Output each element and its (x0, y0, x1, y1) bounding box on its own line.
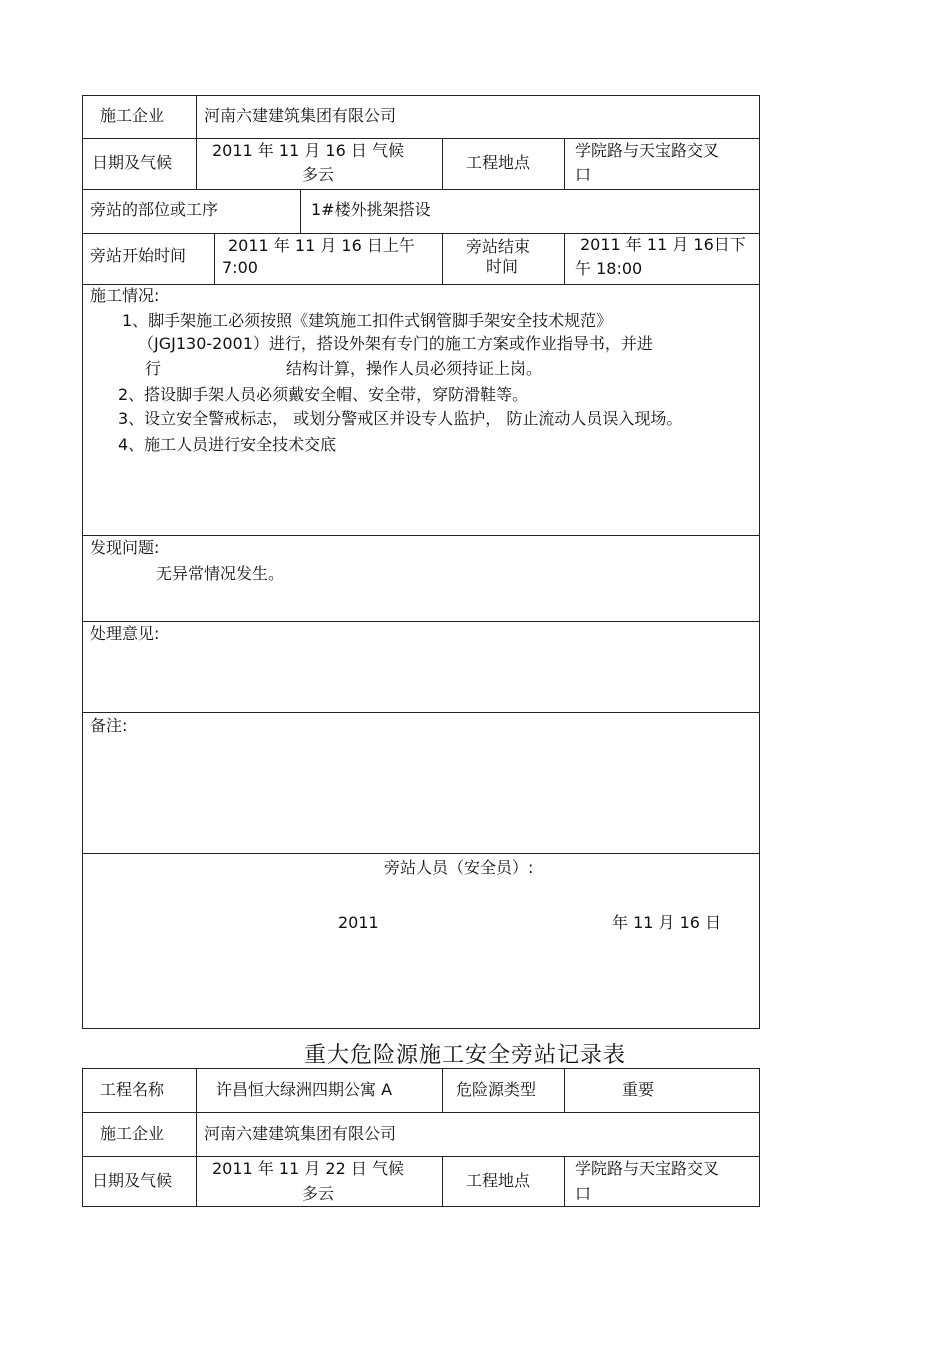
problems-label: 发现问题: (90, 538, 160, 557)
location-line2-2: 口 (575, 1184, 592, 1203)
date-weather-line2-2: 多云 (302, 1184, 335, 1203)
location-line1: 学院路与天宝路交叉 (575, 141, 720, 160)
row-divider (82, 535, 760, 536)
col-divider (196, 1068, 197, 1207)
row-divider (82, 1112, 760, 1113)
location-label: 工程地点 (466, 153, 531, 172)
col-divider (442, 1156, 443, 1207)
col-divider (300, 189, 301, 233)
construction-item: 3、设立安全警戒标志， 或划分警戒区并设专人监护， 防止流动人员误入现场。 (118, 409, 683, 428)
hazard-type-value: 重要 (622, 1080, 655, 1099)
company-value: 河南六建建筑集团有限公司 (204, 106, 397, 125)
start-time-label: 旁站开始时间 (90, 246, 187, 265)
station-part-label: 旁站的部位或工序 (90, 200, 219, 219)
project-name-value: 许昌恒大绿洲四期公寓 A (216, 1080, 393, 1099)
record-table-2 (82, 1068, 760, 1207)
location-line2: 口 (575, 165, 592, 184)
sign-date: 年 11 月 16 日 (612, 913, 722, 932)
col-divider (442, 138, 443, 189)
start-time-line2: 7:00 (222, 258, 258, 277)
problems-value: 无异常情况发生。 (156, 564, 285, 583)
col-divider (564, 138, 565, 189)
date-weather-line1: 2011 年 11 月 16 日 气候 (212, 141, 404, 160)
supervisor-label: 旁站人员（安全员）: (384, 858, 534, 877)
col-divider (564, 233, 565, 284)
location-line1-2: 学院路与天宝路交叉 (575, 1159, 720, 1178)
company-label: 施工企业 (100, 106, 165, 125)
construction-item: （JGJ130-2001）进行，搭设外架有专门的施工方案或作业指导书，并进 (138, 334, 653, 353)
company-label-2: 施工企业 (100, 1124, 165, 1143)
col-divider (564, 1156, 565, 1207)
location-label-2: 工程地点 (466, 1171, 531, 1190)
row-divider (82, 712, 760, 713)
project-name-label: 工程名称 (100, 1080, 165, 1099)
construction-label: 施工情况: (90, 286, 160, 305)
hazard-type-label: 危险源类型 (456, 1080, 537, 1099)
company-value-2: 河南六建建筑集团有限公司 (204, 1124, 397, 1143)
col-divider (196, 95, 197, 189)
row-divider (82, 284, 760, 285)
form-title: 重大危险源施工安全旁站记录表 (304, 1043, 627, 1068)
construction-item: 1、脚手架施工必须按照《建筑施工扣件式钢管脚手架安全技术规范》 (122, 311, 613, 330)
date-weather-label: 日期及气候 (92, 153, 173, 172)
row-divider (82, 853, 760, 854)
end-time-line1: 2011 年 11 月 16日下 (580, 235, 746, 254)
row-divider (82, 1156, 760, 1157)
row-divider (82, 621, 760, 622)
row-divider (82, 189, 760, 190)
sign-year: 2011 (338, 913, 379, 932)
col-divider (442, 233, 443, 284)
station-part-value: 1#楼外挑架搭设 (311, 200, 431, 219)
end-time-line2: 午 18:00 (575, 259, 643, 278)
construction-item: 结构计算，操作人员必须持证上岗。 (286, 359, 543, 378)
opinion-label: 处理意见: (90, 624, 160, 643)
row-divider (82, 138, 760, 139)
date-weather-line2: 多云 (302, 165, 335, 184)
construction-item: 4、施工人员进行安全技术交底 (118, 435, 337, 454)
col-divider (564, 1068, 565, 1112)
col-divider (214, 233, 215, 284)
end-time-label-line1: 旁站结束 (466, 237, 531, 256)
construction-item: 2、搭设脚手架人员必须戴安全帽、安全带，穿防滑鞋等。 (118, 385, 529, 404)
construction-item: 行 (145, 359, 162, 378)
start-time-line1: 2011 年 11 月 16 日上午 (228, 236, 415, 255)
remarks-label: 备注: (90, 716, 128, 735)
date-weather-label-2: 日期及气候 (92, 1171, 173, 1190)
end-time-label-line2: 时间 (486, 257, 519, 276)
date-weather-line1-2: 2011 年 11 月 22 日 气候 (212, 1159, 404, 1178)
col-divider (442, 1068, 443, 1112)
